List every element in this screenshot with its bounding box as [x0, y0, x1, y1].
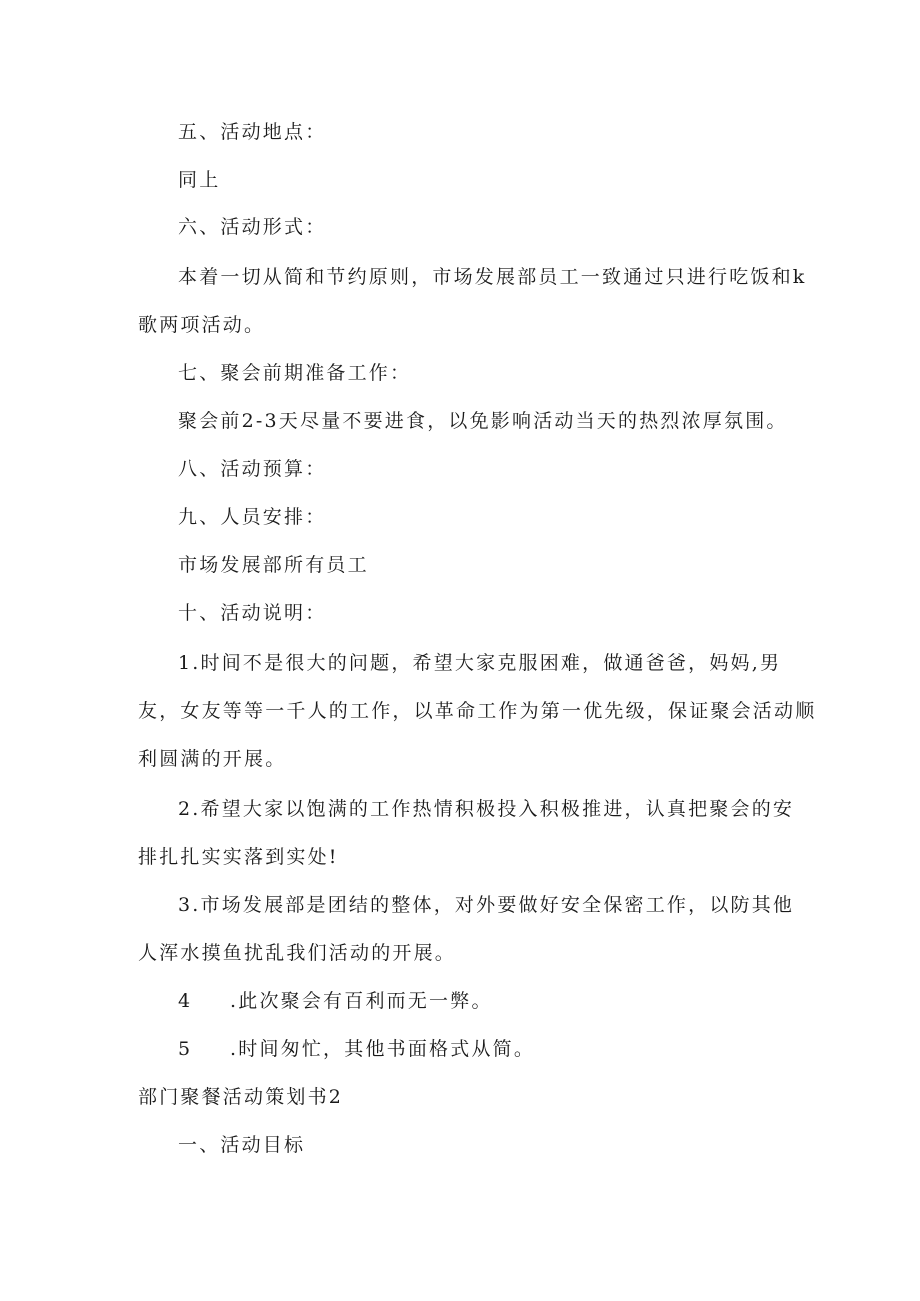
item-1-line-3: 利圆满的开展。 — [138, 748, 287, 770]
item-3-line-1: 3.市场发展部是团结的整体，对外要做好安全保密工作，以防其他 — [178, 894, 795, 916]
item-2-line-2: 排扎扎实实落到实处! — [138, 846, 339, 868]
section-title-plan-2: 部门聚餐活动策划书2 — [138, 1086, 344, 1108]
heading-preparation: 七、聚会前期准备工作： — [178, 362, 412, 384]
item-5-text: .时间匆忙，其他书面格式从简。 — [230, 1038, 536, 1060]
heading-activity-goal: 一、活动目标 — [178, 1134, 306, 1156]
paragraph-preparation: 聚会前2-3天尽量不要进食，以免影响活动当天的热烈浓厚氛围。 — [178, 410, 788, 432]
item-2-line-1: 2.希望大家以饱满的工作热情积极投入积极推进，认真把聚会的安 — [178, 798, 795, 820]
item-3-line-2: 人浑水摸鱼扰乱我们活动的开展。 — [138, 942, 457, 964]
heading-activity-location: 五、活动地点： — [178, 121, 327, 143]
heading-budget: 八、活动预算： — [178, 458, 327, 480]
item-4-number: 4 — [178, 990, 193, 1012]
paragraph-location-value: 同上 — [178, 169, 221, 191]
heading-personnel: 九、人员安排： — [178, 506, 327, 528]
paragraph-form-line-2: 歌两项活动。 — [138, 314, 266, 336]
item-5-number: 5 — [178, 1038, 193, 1060]
heading-description: 十、活动说明： — [178, 602, 327, 624]
heading-activity-form: 六、活动形式： — [178, 216, 327, 238]
item-1-line-1: 1.时间不是很大的问题，希望大家克服困难，做通爸爸，妈妈,男 — [178, 652, 782, 674]
item-1-line-2: 友，女友等等一千人的工作，以革命工作为第一优先级，保证聚会活动顺 — [138, 700, 817, 722]
paragraph-personnel: 市场发展部所有员工 — [178, 554, 369, 576]
paragraph-form-line-1: 本着一切从简和节约原则，市场发展部员工一致通过只进行吃饭和k — [178, 266, 807, 288]
item-4-text: .此次聚会有百利而无一弊。 — [230, 990, 493, 1012]
